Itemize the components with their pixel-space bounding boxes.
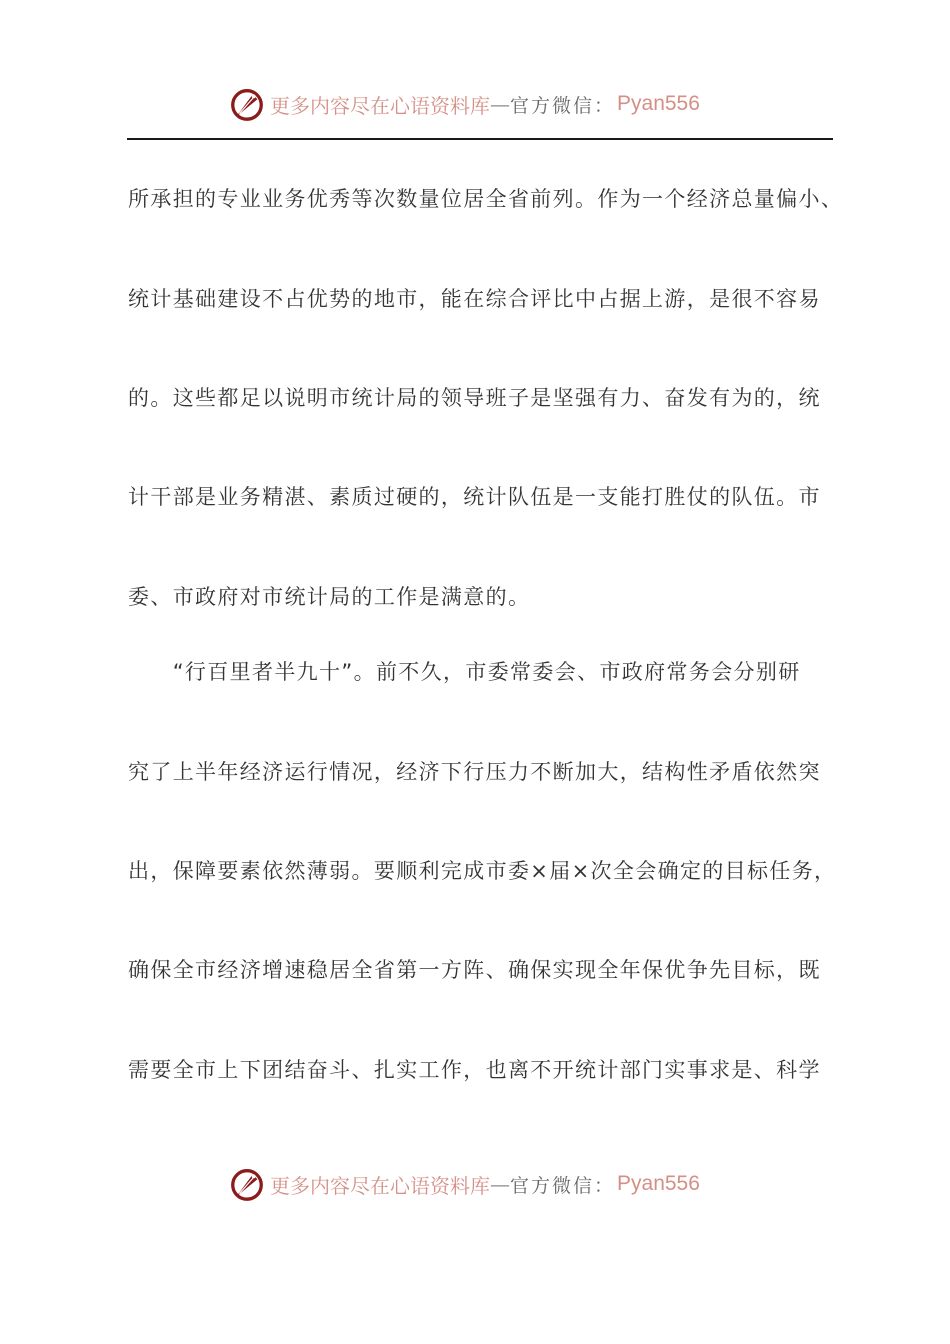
text-line: 究了上半年经济运行情况，经济下行压力不断加大，结构性矛盾依然突	[128, 760, 821, 784]
wechat-id: Pyan556	[617, 92, 700, 115]
text-line: 所承担的专业业务优秀等次数量位居全省前列。作为一个经济总量偏小、	[128, 187, 844, 211]
text-line: 统计基础建设不占优势的地市，能在综合评比中占据上游，是很不容易	[128, 287, 821, 311]
separator-dash: —	[490, 1172, 510, 1196]
text-line: 需要全市上下团结奋斗、扎实工作，也离不开统计部门实事求是、科学	[128, 1058, 821, 1082]
text-line: 委、市政府对市统计局的工作是满意的。	[128, 585, 531, 609]
text-line: 确保全市经济增速稳居全省第一方阵、确保实现全年保优争先目标，既	[128, 958, 821, 982]
text-line: 计干部是业务精湛、素质过硬的，统计队伍是一支能打胜仗的队伍。市	[128, 485, 821, 509]
pen-nib-icon	[228, 85, 266, 123]
promo-text: 更多内容尽在心语资料库	[270, 93, 490, 118]
text-line: “行百里者半九十”。前不久，市委常委会、市政府常务会分别研	[128, 660, 801, 684]
wechat-label: 官方微信：	[510, 1174, 616, 1197]
pen-nib-icon	[228, 1165, 266, 1203]
text-line: 出，保障要素依然薄弱。要顺利完成市委×届×次全会确定的目标任务，	[128, 859, 837, 883]
wechat-id: Pyan556	[617, 1172, 700, 1195]
header-divider	[127, 138, 833, 140]
separator-dash: —	[490, 92, 510, 116]
header-banner	[228, 82, 700, 126]
text-line: 的。这些都足以说明市统计局的领导班子是坚强有力、奋发有为的，统	[128, 386, 821, 410]
wechat-label: 官方微信：	[510, 94, 616, 117]
footer-banner	[228, 1162, 700, 1206]
promo-text: 更多内容尽在心语资料库	[270, 1173, 490, 1198]
